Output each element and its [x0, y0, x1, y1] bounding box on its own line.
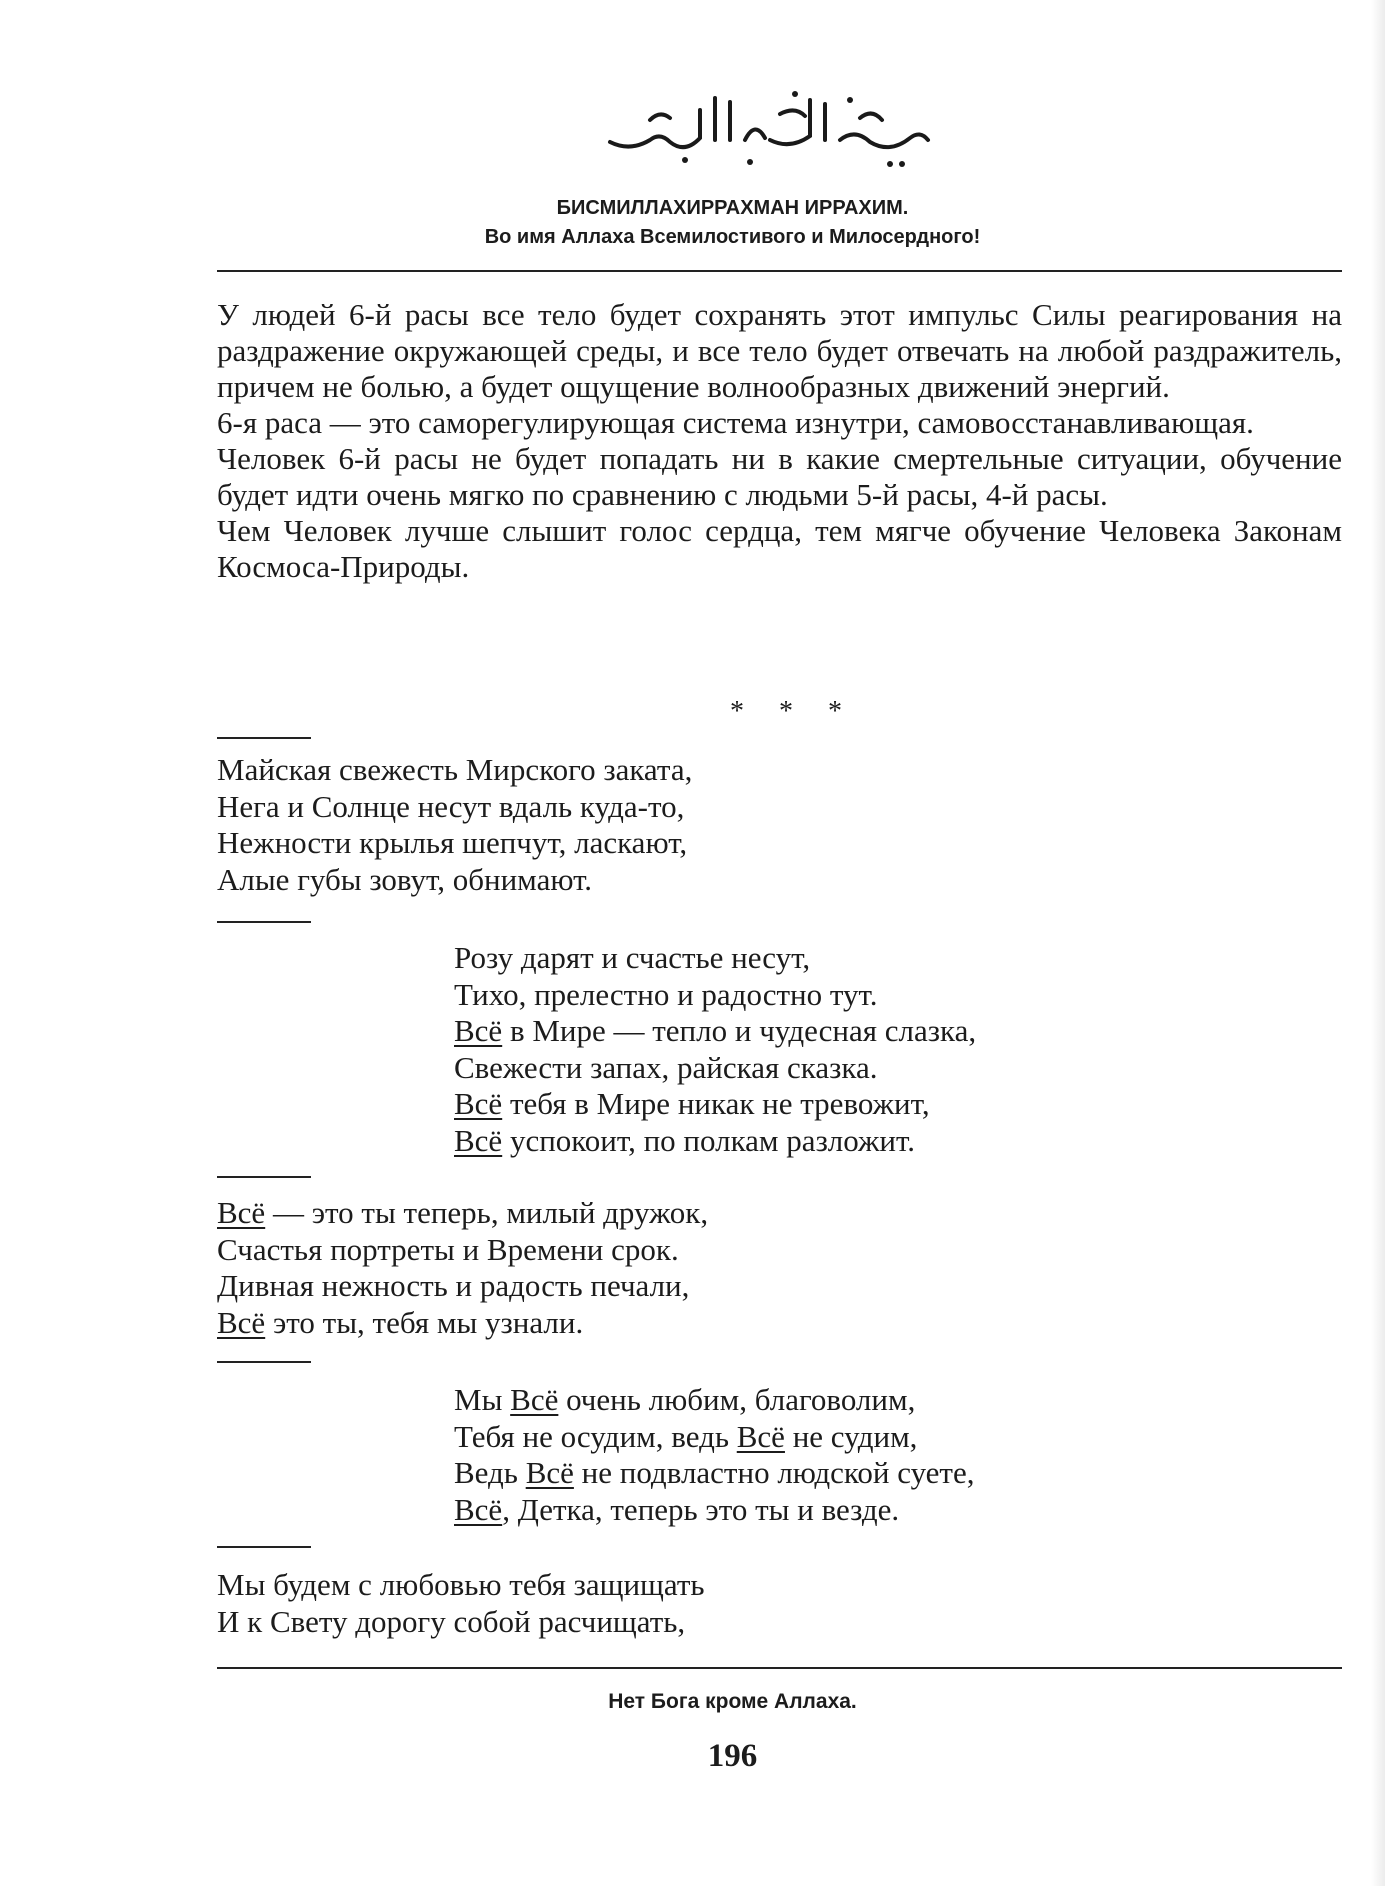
header-subtitle: Во имя Аллаха Всемилостивого и Милосердного!: [484, 226, 981, 248]
poem-line: Всё это ты, тебя мы узнали.: [217, 1304, 584, 1340]
poem-line: Всё в Мире — тепло и чудесная слазка,: [454, 1013, 977, 1048]
underlined-word: Всё: [217, 1304, 266, 1340]
page-number: 196: [707, 1738, 758, 1774]
underlined-word: Всё: [454, 1122, 503, 1158]
stanza-dash: [217, 737, 311, 739]
poem-line: Счастья портреты и Времени срок.: [217, 1231, 679, 1267]
poem-line: Алые губы зовут, обнимают.: [217, 861, 593, 897]
bismillah-calligraphy: [590, 80, 950, 180]
stanza-3: [217, 1195, 708, 1341]
header-title: БИСМИЛЛАХИРРАХМАН ИРРАХИМ.: [556, 197, 909, 219]
footer-rule: [217, 1667, 1342, 1669]
stanza-4: [454, 1382, 974, 1528]
poem-line: И к Свету дорогу собой расчищать,: [217, 1603, 686, 1639]
underlined-word: Всё: [454, 1013, 503, 1048]
paragraph: У людей 6-й расы все тело будет сохранять этот импульс Силы реагирования на раздражение окружающей среды, и все тело будет отвечать на любой раздражитель, причем не болью, а будет ощущение волнообразных движений энергий.: [217, 297, 1342, 404]
poem-line: Всё — это ты теперь, милый дружок,: [217, 1195, 709, 1230]
underlined-word: Всё: [217, 1195, 266, 1230]
poem-line: Ведь Всё не подвластно людской суете,: [454, 1455, 975, 1490]
stanza-dash: [217, 921, 311, 923]
paragraph: Чем Человек лучше слышит голос сердца, тем мягче обучение Человека Законам Космоса-Природы.: [217, 513, 1342, 584]
prose-block: [217, 297, 1342, 585]
stanza-dash: [217, 1361, 311, 1363]
underlined-word: Всё: [454, 1086, 503, 1121]
stanza-1: [217, 752, 692, 898]
poem-line: Свежести запах, райская сказка.: [454, 1049, 878, 1085]
poem-line: Дивная нежность и радость печали,: [217, 1268, 690, 1303]
underlined-word: Всё: [510, 1382, 559, 1417]
stanza-2: [454, 940, 976, 1159]
poem-line: Тебя не осудим, ведь Всё не судим,: [454, 1418, 918, 1454]
stanza-dash: [217, 1176, 311, 1178]
paragraph: Человек 6-й расы не будет попадать ни в какие смертельные ситуации, обучение будет идти очень мягко по сравнению с людьми 5-й расы, 4-й расы.: [217, 441, 1342, 512]
poem-line: Тихо, прелестно и радостно тут.: [454, 976, 878, 1012]
underlined-word: Всё: [525, 1455, 574, 1490]
header-rule: [217, 270, 1342, 272]
poem-line: Всё тебя в Мире никак не тревожит,: [454, 1086, 930, 1121]
poem-line: Нежности крылья шепчут, ласкают,: [217, 825, 688, 860]
poem-line: Майская свежесть Мирского заката,: [217, 752, 693, 787]
footer-text: Нет Бога кроме Аллаха.: [608, 1690, 857, 1713]
poem-line: Мы Всё очень любим, благоволим,: [454, 1382, 916, 1417]
underlined-word: Всё: [454, 1491, 503, 1527]
poem-line: Всё, Детка, теперь это ты и везде.: [454, 1491, 900, 1527]
underlined-word: Всё: [736, 1418, 785, 1454]
stanza-dash: [217, 1546, 311, 1548]
poem-line: Мы будем с любовью тебя защищать: [217, 1567, 705, 1602]
poem-line: Всё успокоит, по полкам разложит.: [454, 1122, 915, 1158]
stanza-5: [217, 1567, 705, 1640]
paragraph: 6-я раса — это саморегулирующая система изнутри, самовосстанавливающая.: [217, 405, 1254, 440]
page-edge-shadow: [1371, 0, 1385, 1886]
poem-line: Нега и Солнце несут вдаль куда-то,: [217, 788, 685, 824]
section-separator: * * *: [730, 696, 856, 727]
poem-line: Розу дарят и счастье несут,: [454, 940, 811, 975]
